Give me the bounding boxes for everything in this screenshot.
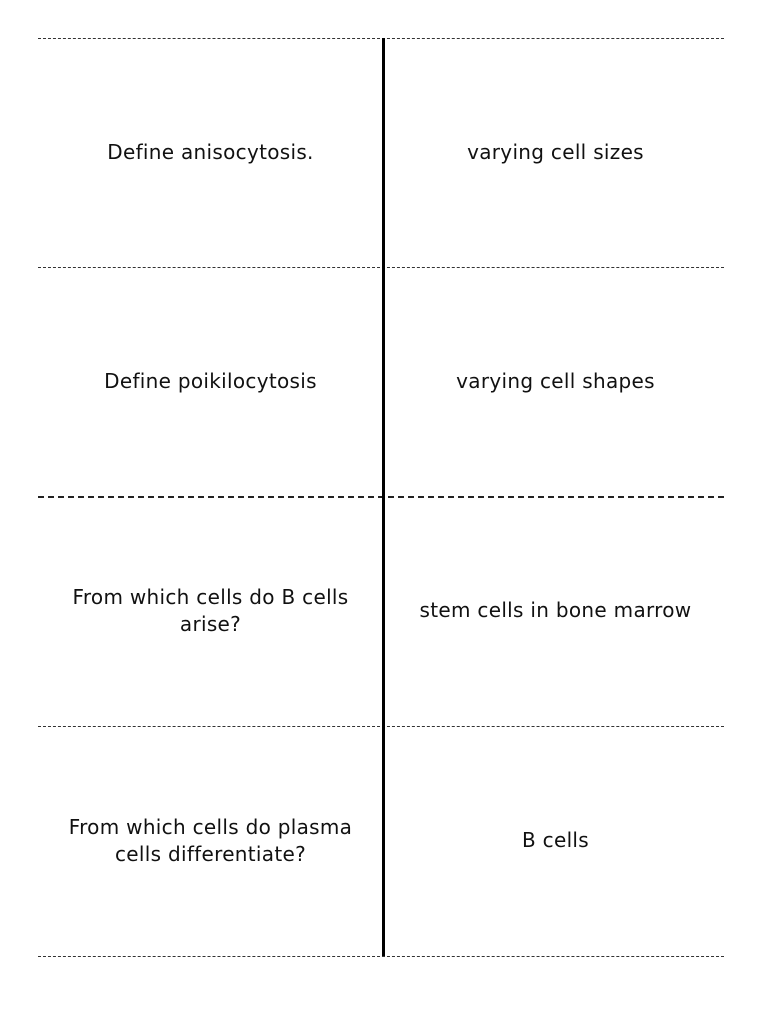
term-text: From which cells do B cells arise? xyxy=(72,584,349,636)
term-text: Define anisocytosis. xyxy=(107,140,314,164)
definition-text: varying cell shapes xyxy=(456,369,655,393)
flashcard-term xyxy=(48,267,373,496)
definition-text: B cells xyxy=(521,828,589,852)
flashcard-definition xyxy=(393,726,718,955)
flashcard-definition xyxy=(393,267,718,496)
definition-text: stem cells in bone marrow xyxy=(419,598,692,622)
definition-text: varying cell sizes xyxy=(467,140,644,164)
flashcard-definition xyxy=(393,38,718,267)
flashcard-term xyxy=(48,496,373,725)
flashcard-term xyxy=(48,38,373,267)
cut-line-bottom xyxy=(38,956,724,957)
flashcard-sheet xyxy=(38,38,724,956)
flashcard-definition xyxy=(393,496,718,725)
term-text: From which cells do plasma cells differentiate? xyxy=(68,814,353,866)
flashcard-row xyxy=(38,267,724,496)
flashcard-row xyxy=(38,496,724,725)
term-text: Define poikilocytosis xyxy=(104,369,317,393)
flashcard-term xyxy=(48,726,373,955)
flashcard-row xyxy=(38,726,724,955)
flashcard-row xyxy=(38,38,724,267)
